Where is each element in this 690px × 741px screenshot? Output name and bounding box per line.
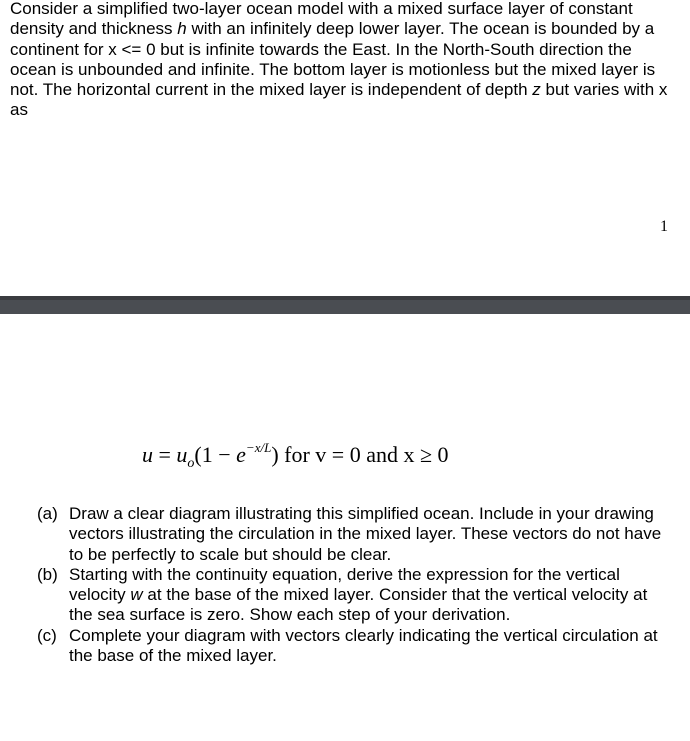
- var-z: z: [532, 80, 541, 100]
- page-break-divider: [0, 296, 690, 314]
- page-top: [0, 0, 690, 296]
- eq-equals: =: [153, 442, 177, 467]
- question-b-text-1: Starting with the continuity equation, derive the expression for the vertical velocity: [69, 564, 620, 605]
- question-b: [0, 565, 690, 626]
- question-list: [0, 504, 690, 666]
- question-text: [69, 565, 662, 626]
- question-b-text-2: at the base of the mixed layer. Consider that the vertical velocity at the sea surface is zero. Show each step of your derivation.: [69, 585, 648, 625]
- eq-lhs: u: [142, 442, 153, 467]
- velocity-equation: [142, 440, 449, 472]
- eq-close: ): [271, 442, 279, 467]
- question-a: [0, 504, 690, 565]
- eq-u0-base: u: [176, 442, 188, 467]
- eq-exponent: −x/L: [245, 440, 272, 455]
- var-w: w: [130, 585, 143, 605]
- page-number: 1: [660, 218, 668, 235]
- intro-paragraph: [10, 0, 682, 121]
- intro-text-1: Consider a simplified two-layer ocean model with a mixed surface layer of constant density and thickness: [10, 0, 633, 39]
- eq-open: (1 −: [194, 442, 237, 467]
- question-c: [0, 626, 690, 667]
- eq-e-base: e: [236, 442, 246, 467]
- question-marker: (b): [37, 564, 58, 584]
- eq-u0-sub: o: [187, 456, 195, 471]
- eq-condition: for v = 0 and x ≥ 0: [278, 442, 449, 467]
- question-marker: (a): [37, 504, 58, 523]
- question-text: Complete your diagram with vectors clearly indicating the vertical circulation at the base of the mixed layer.: [69, 625, 658, 666]
- intro-text-2: with an infinitely deep lower layer. The ocean is bounded by a continent for x <= 0 but is infinite towards the East. In the North-South direction the ocean is unbounded and infinite. The bottom layer is motionless but the mixed layer is not. The horizontal current in the mixed layer is independent of depth: [10, 19, 656, 100]
- intro-text-3: but varies with x as: [10, 80, 668, 120]
- question-text: Draw a clear diagram illustrating this simplified ocean. Include in your drawing vectors illustrating the circulation in the mixed layer. These vectors do not have to be perfectly to scale but should be clear.: [69, 504, 662, 564]
- question-marker: (c): [37, 625, 57, 645]
- var-h: h: [177, 19, 187, 39]
